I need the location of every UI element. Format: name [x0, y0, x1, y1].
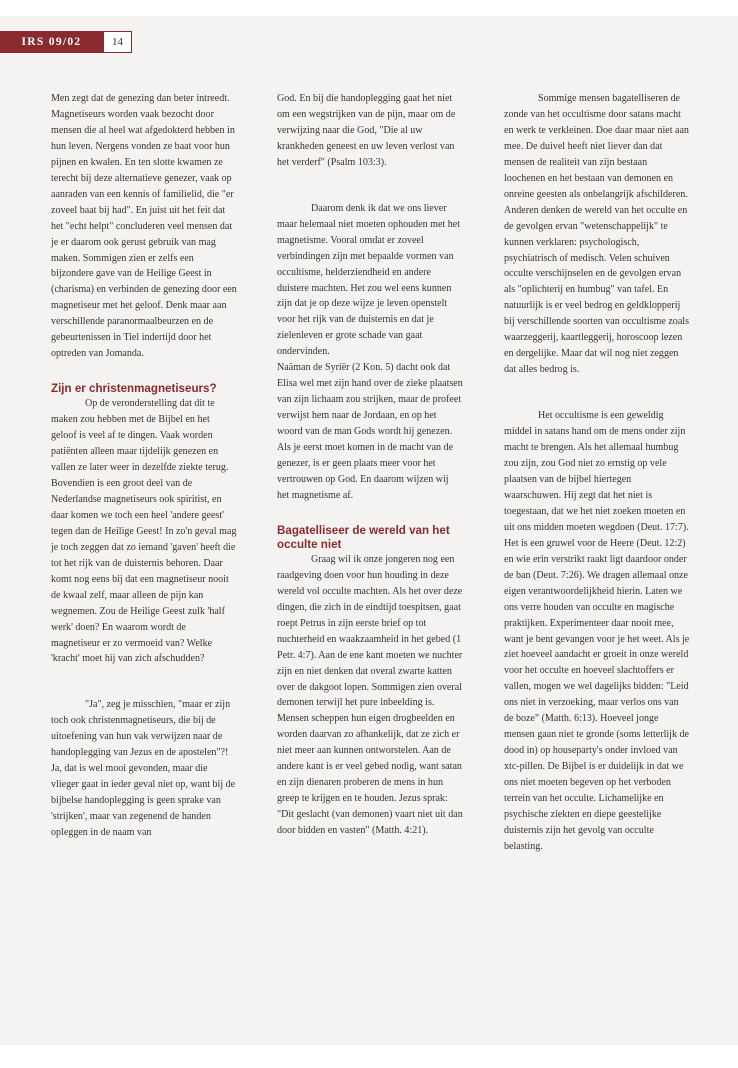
paragraph: "Ja", zeg je misschien, "maar er zijn toch ook christenmagnetiseurs, die bij de uitoefening van hun vak verwijzen naar de handoplegging van Jezus en de apostelen"?! Ja, dat is wel mooi gevonden, maar die vlieger gaat in ieder geval niet op, want bij de bijbelse handoplegging is geen sprake van 'strijken', maar van zegenend de handen opleggen in de naam van [51, 699, 236, 839]
paragraph: Op de veronderstelling dat dit te maken zou hebben met de Bijbel en het geloof is veel af te dingen. Vaak worden patiënten alleen maar tijdelijk genezen en vallen ze later weer in dezelfde ziekte terug. Bovendien is een groot deel van de Nederlandse magnetiseurs ook spiritist, en daar komen we toch een heel 'andere geest' tegen dan de Heilige Geest! In zo'n geval mag je toch zeggen dat zo iemand 'gaven' heeft die tot het rijk van de duisternis behoren. Daar komt nog eens bij dat een magnetiseur nooit de kwaal zelf, maar alleen de pijn kan wegnemen. Zou de Heilige Geest zulk 'half werk' doen? En waarom wordt de magnetiseur er zo vermoeid van? Welke 'kracht' moet hij van zich afschudden? [51, 398, 237, 665]
section-heading-bagatelliseer: Bagatelliseer de wereld van het occulte niet [277, 523, 450, 551]
paragraph: God. En bij die handoplegging gaat het niet om een wegstrijken van de pijn, maar om de verwijzing naar die God, "Die al uw krankheden geneest en uw leven verlost van het verderf" (Psalm 103:3). [277, 93, 456, 168]
magazine-issue-label: IRS 09/02 [0, 31, 103, 53]
paragraph: Naäman de Syriër (2 Kon. 5) dacht ook dat Elisa wel met zijn hand over de zieke plaatsen van zijn lichaam zou strijken, maar de profeet verwijst hem naar de Jordaan, en op het woord van de man Gods wordt hij genezen. Als je eerst moet komen in de macht van de genezer, is er geen plaats meer voor het vertrouwen op God. En daarom wijzen wij het magnetisme af. [277, 362, 463, 501]
page-header [0, 31, 134, 53]
paragraph: Daarom denk ik dat we ons liever maar helemaal niet moeten ophouden met het magnetisme. Vooral omdat er zoveel verbindingen zijn met bepaalde vormen van occultisme, helderziendheid en andere duistere machten. Het zou wel eens kunnen zijn dat je op deze wijze je leven openstelt voor het rijk van de duisternis en dat je zielenleven er grote schade van gaat ondervinden. [277, 202, 461, 358]
text-column-2 [277, 91, 463, 839]
text-column-3 [504, 91, 690, 855]
paragraph: Men zegt dat de genezing dan beter intreedt. Magnetiseurs worden vaak bezocht door mensen die al heel wat afgedokterd hebben in hun leven. Nergens vonden ze baat voor hun pijnen en kwalen. En ten slotte kwamen ze terecht bij deze alternatieve genezer, vaak op aanraden van een kennis of familielid, die "er zoveel baat bij had". En juist uit het feit dat het "echt helpt" concluderen veel mensen dat je er daarom ook gerust gebruik van mag maken. Sommigen zien er zelfs een bijzondere gave van de Heilige Geest in (charisma) en verbinden de genezing door een magnetiseur met het geloof. Denk maar aan verschillende paranormaalbeurzen en de gebeurtenissen in Tiel indertijd door het optreden van Jomanda. [51, 93, 237, 360]
section-heading-christenmagnetiseurs: Zijn er christenmagnetiseurs? [51, 382, 217, 396]
paragraph: Graag wil ik onze jongeren nog een raadgeving doen voor hun houding in deze wereld vol occulte machten. Als het over deze dingen, die zich in de eindtijd toespitsen, gaat roept Petrus in zijn eerste brief op tot nuchterheid en waakzaamheid in het gebed (1 Petr. 4:7). Aan de ene kant moeten we nuchter zijn en niet denken dat overal zwarte katten over de dakgoot lopen. Sommigen zien overal demonen terwijl het pure inbeelding is. Mensen scheppen hun eigen drogbeelden en worden daarvan zo afhankelijk, dat ze zich er niet meer aan kunnen ontworstelen. Aan de andere kant is er veel gebed nodig, want satan en zijn dienaren proberen de mens in hun greep te krijgen en te houden. Jezus sprak: "Dit geslacht (van demonen) vaart niet uit dan door bidden en vasten" (Matth. 4:21). [277, 553, 463, 837]
page-number: 14 [103, 31, 132, 53]
text-column-1 [51, 91, 237, 841]
paragraph: Het occultisme is een geweldig middel in satans hand om de mens onder zijn macht te brengen. Als het allemaal humbug zou zijn, zou God niet zo ernstig op vele plaatsen van de bijbel hiertegen waarschuwen. Hij zegt dat het niet is toegestaan, dat we het niet zoeken moeten en uit ons midden moeten wegdoen (Deut. 17:7). Het is een gruwel voor de Heere (Deut. 12:2) en wie erin verstrikt raakt ligt daardoor onder de ban (Deut. 7:26). We dragen allemaal onze eigen verantwoordelijkheid hierin. Laten we ons verre houden van occulte en magische praktijken. Experimenteer daar nooit mee, want je bent gevangen voor je het weet. Als je ziet hoeveel aandacht er groeit in onze wereld voor het occulte en hoeveel slachtoffers er vallen, mogen we wel dagelijks bidden: "Leid ons niet in verzoeking, maar verlos ons van de boze" (Matth. 6:13). Hoeveel jonge mensen gaan niet te gronde (soms letterlijk de dood in) op houseparty's onder invloed van xtc-pillen. De Bijbel is er duidelijk in dat we ons niet moeten begeven op het verboden terrein van het occulte. Lichamelijke en psychische ziekten en diepe geestelijke duisternis zijn het gevolg van occulte belasting. [504, 410, 690, 852]
paragraph: Sommige mensen bagatelliseren de zonde van het occultisme door satans macht en werk te verkleinen. Doe daar maar niet aan mee. De duivel heeft niet liever dan dat mensen de realiteit van zijn bestaan loochenen en het bestaan van demonen en onreine geesten als onbelangrijk afschilderen. Anderen denken de wereld van het occulte en de gevolgen ervan "wetenschappelijk" te kunnen verklaren: psychologisch, psychiatrisch of medisch. Velen schuiven occulte verschijnselen en de gevolgen ervan als "oplichterij en humbug" van tafel. En natuurlijk is er veel bedrog en geldklopperij bij verschillende soorten van occultisme zoals waarzeggerij, kaartleggerij, horoscoop lezen en dergelijke. Maar dat wil nog niet zeggen dat alles bedrog is. [504, 93, 689, 376]
